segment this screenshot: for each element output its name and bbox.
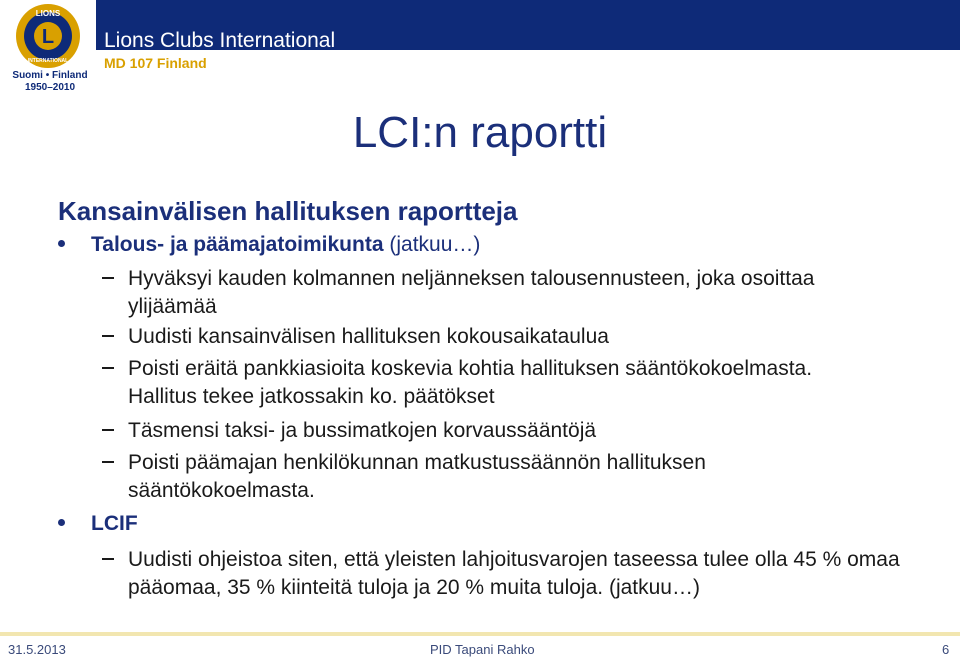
sub-item-text: Uudisti kansainvälisen hallituksen kokousaikataulua — [128, 325, 609, 348]
dash-icon — [102, 335, 114, 337]
org-name: Lions Clubs International — [104, 29, 336, 52]
bullet-rest-text: (jatkuu…) — [383, 233, 481, 256]
sub-item-text: Poisti eräitä pankkiasioita koskevia kohtia hallituksen sääntökokoelmasta. Hallitus tekee jatkossakin ko. päätökset — [128, 357, 813, 408]
footer-presenter: PID Tapani Rahko — [430, 642, 535, 657]
dash-icon — [102, 461, 114, 463]
bullet-bold-text: Talous- ja päämajatoimikunta — [91, 233, 384, 256]
dash-icon — [102, 429, 114, 431]
sub-item-text: Hyväksyi kauden kolmannen neljänneksen talousennusteen, joka osoittaa ylijäämää — [128, 267, 815, 318]
dash-icon — [102, 277, 114, 279]
sub-item-text: Uudisti ohjeistoa siten, että yleisten lahjoitusvarojen taseessa tulee olla 45 % omaa pääomaa, 35 % kiinteitä tuloja ja 20 % muita tuloja. (jatkuu…) — [128, 548, 900, 599]
footer-date: 31.5.2013 — [8, 642, 66, 657]
bullet-text — [91, 233, 480, 257]
emblem-letter: L — [41, 26, 55, 48]
lions-emblem-icon — [0, 0, 96, 72]
dash-icon — [102, 558, 114, 560]
logo-years: 1950–2010 — [24, 82, 76, 93]
section-heading: Kansainvälisen hallituksen raportteja — [58, 196, 518, 226]
emblem-top-text: LIONS — [35, 9, 61, 18]
emblem-bottom-text: INTERNATIONAL — [27, 58, 69, 64]
dash-icon — [102, 367, 114, 369]
sub-item-text: Poisti päämajan henkilökunnan matkustussäännön hallituksen sääntökokoelmasta. — [128, 451, 706, 502]
district-name: MD 107 Finland — [104, 55, 207, 71]
sub-item-text: Täsmensi taksi- ja bussimatkojen korvaussääntöjä — [128, 419, 597, 442]
footer-page-number: 6 — [942, 642, 950, 657]
slide-title: LCI:n raportti — [352, 108, 608, 157]
bullet-dot-icon — [58, 519, 65, 526]
bullet-text: LCIF — [91, 512, 138, 535]
logo-country: Suomi • Finland — [12, 70, 88, 81]
footer-divider — [0, 632, 960, 636]
lions-logo — [0, 0, 96, 96]
bullet-dot-icon — [58, 240, 65, 247]
